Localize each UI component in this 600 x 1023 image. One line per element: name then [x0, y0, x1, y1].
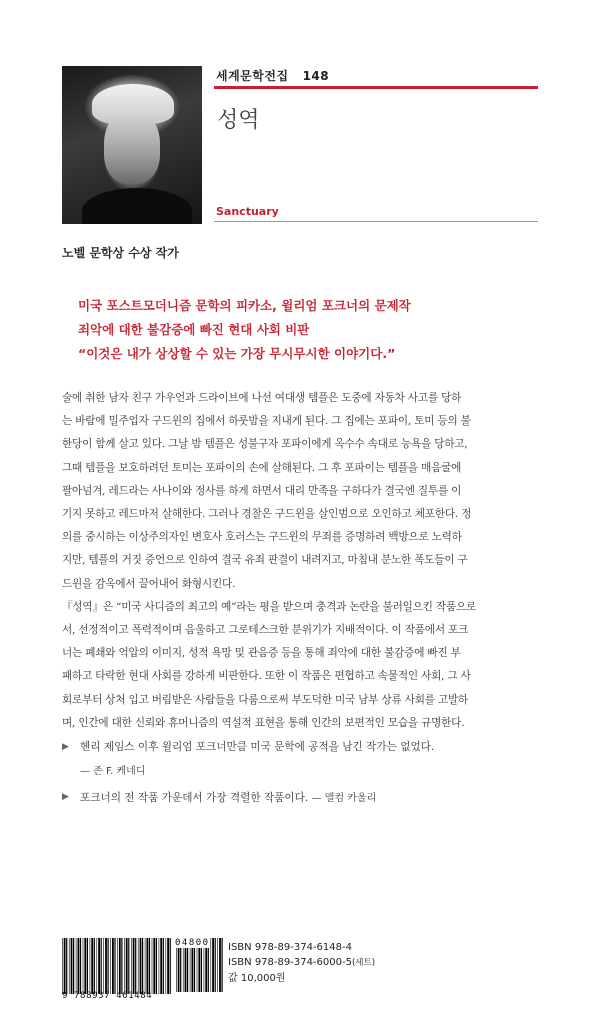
addon-digits: 04800 [175, 938, 210, 948]
series-number: 148 [302, 69, 330, 83]
barcode-bar [159, 938, 160, 994]
barcode-bar [142, 938, 143, 994]
barcode-bar [71, 938, 73, 994]
barcode-bar [211, 938, 212, 992]
barcode-bar [91, 938, 93, 994]
barcode-bar [166, 938, 167, 994]
isbn-set-number: ISBN 978-89-374-6000-5 [228, 957, 352, 968]
barcode-bar [160, 938, 162, 994]
barcode-bar [152, 938, 153, 994]
barcode-bar [133, 938, 135, 994]
quotes [62, 739, 538, 805]
barcode-bar [76, 938, 77, 994]
barcode-bar [222, 938, 223, 992]
barcode-bar [87, 938, 88, 994]
isbn-line-set [228, 955, 375, 971]
synopsis-line: 드윈을 감옥에서 끌어내어 화형시킨다. [62, 577, 236, 590]
synopsis [62, 387, 538, 735]
barcode-bar [212, 938, 214, 992]
series-name: 세계문학전집 [216, 69, 289, 83]
subtitle-rule [214, 221, 538, 222]
barcode-bar [73, 938, 74, 994]
barcode-bar [138, 938, 139, 994]
barcode-bar [163, 938, 164, 994]
barcode-bar [97, 938, 98, 994]
barcode-bar [105, 938, 107, 994]
barcode-bar [84, 938, 86, 994]
taglines [78, 294, 538, 366]
quote-item [62, 739, 538, 789]
barcode-bar [145, 938, 146, 994]
barcode-bar [140, 938, 142, 994]
barcode-bar [62, 938, 63, 994]
book-subtitle: Sanctuary [216, 205, 279, 218]
triangle-bullet-icon: ▶ [62, 742, 69, 752]
barcode-bar [90, 938, 91, 994]
synopsis-line: 서, 선정적이고 폭력적이며 음울하고 그로테스크한 분위기가 지배적이다. 이 작품에서 포크 [62, 624, 469, 637]
barcode-bar [167, 938, 169, 994]
barcode-bar [215, 938, 216, 992]
author-collar [82, 188, 192, 224]
isbn-block [228, 940, 375, 986]
author-photo [62, 66, 202, 224]
barcode-bar [114, 938, 115, 994]
barcode-bar [131, 938, 132, 994]
barcode-bar [121, 938, 122, 994]
synopsis-line: 지만, 템플의 거짓 증언으로 인하여 결국 유죄 판결이 내려지고, 마침내 분노한 폭도들이 구 [62, 554, 468, 567]
synopsis-line: 는 바람에 밀주업자 구드윈의 집에서 하룻밤을 지내게 된다. 그 집에는 포파이, 토미 등의 불 [62, 415, 471, 428]
synopsis-line: 너는 폐쇄와 억압의 이미지, 성적 욕망 및 관음증 등을 통해 죄악에 대한 불감증에 빠진 부 [62, 647, 461, 660]
quote-item [62, 789, 538, 805]
barcode-bar [69, 938, 70, 994]
synopsis-line: 기지 못하고 레드마저 살해한다. 그러나 경찰은 구드윈을 살인범으로 오인하고 체포한다. 정 [62, 508, 472, 521]
barcode [62, 938, 172, 994]
header-red-rule [214, 86, 538, 89]
barcode-bar [78, 938, 80, 994]
triangle-bullet-icon: ▶ [62, 792, 69, 802]
barcode-bar [103, 938, 104, 994]
barcode-bar [64, 938, 66, 994]
synopsis-line: 『성역』은 “미국 사디즘의 최고의 예”라는 평을 받으며 충격과 논란을 불러일으킨 작품으로 [62, 600, 477, 613]
synopsis-line: 팔아넘겨, 레드라는 사나이와 정사를 하게 하면서 대리 만족을 구하다가 결국엔 질투를 이 [62, 484, 462, 497]
synopsis-line: 회로부터 상처 입고 버림받은 사람들을 다룸으로써 부도덕한 미국 남부 상류 사회를 고발하 [62, 693, 469, 706]
series-label [216, 67, 329, 84]
barcode-bar [156, 938, 157, 994]
barcode-bar [219, 938, 221, 992]
isbn-line: ISBN 978-89-374-6148-4 [228, 942, 352, 953]
barcode-bar [112, 938, 114, 994]
quote-attribution: — 존 F. 케네디 [80, 766, 146, 777]
quote-attribution: — 맬컴 카울리 [311, 793, 377, 804]
barcode-bar [135, 938, 136, 994]
tagline: 죄악에 대한 불감증에 빠진 현대 사회 비판 [78, 322, 310, 337]
author-face [104, 110, 160, 184]
barcode-bar [128, 938, 129, 994]
tagline: 미국 포스트모더니즘 문학의 피카소, 윌리엄 포크너의 문제작 [78, 298, 411, 313]
barcode-bar [153, 938, 155, 994]
tagline: “이것은 내가 상상할 수 있는 가장 무시무시한 이야기다.” [78, 346, 396, 361]
barcode-bar [66, 938, 67, 994]
barcode-bar [108, 938, 109, 994]
synopsis-line: 며, 인간에 대한 신뢰와 휴머니즘의 역설적 표현을 통해 인간의 보편적인 모습을 규명한다. [62, 716, 465, 729]
barcode-bar [147, 938, 149, 994]
synopsis-line: 술에 취한 남자 친구 가우언과 드라이브에 나선 여대생 템플은 도중에 자동차 사고를 당하 [62, 392, 462, 404]
book-title: 성역 [217, 108, 260, 133]
barcode-bar [149, 938, 150, 994]
synopsis-line: 한당이 함께 살고 있다. 그날 밤 템플은 성불구자 포파이에게 옥수수 속대로 능욕을 당하고, [62, 438, 468, 451]
barcode-bar [126, 938, 128, 994]
barcode-bar [83, 938, 84, 994]
price: 값 10,000원 [228, 973, 286, 984]
synopsis-line: 그때 템플을 보호하려던 토미는 포파이의 손에 살해된다. 그 후 포파이는 템플을 매음굴에 [62, 461, 462, 474]
synopsis-line: 의를 중시하는 이상주의자인 변호사 호러스는 구드윈의 무죄를 증명하려 백방으로 노력하 [62, 531, 462, 544]
barcode-digits: 9 788937 461484 [62, 991, 153, 1001]
barcode-bar [98, 938, 100, 994]
isbn-set-suffix: (세트) [351, 958, 376, 968]
barcode-bar [119, 938, 121, 994]
barcode-bar [101, 938, 102, 994]
barcode-bar [94, 938, 95, 994]
quote-text: 포크너의 전 작품 가운데서 가장 격렬한 작품이다. [80, 792, 309, 804]
award-label: 노벨 문학상 수상 작가 [62, 246, 179, 260]
barcode-bar [170, 938, 171, 994]
barcode-bar [80, 938, 81, 994]
barcode-bar [217, 938, 218, 992]
barcode-bar [117, 938, 118, 994]
barcode-bar [110, 938, 111, 994]
synopsis-line: 패하고 타락한 현대 사회를 강하게 비판한다. 또한 이 작품은 편협하고 속물적인 사회, 그 사 [62, 670, 471, 683]
quote-text: 헨리 제임스 이후 윌리엄 포크너만큼 미국 문학에 공적을 남긴 작가는 없었다. [80, 741, 435, 753]
barcode-bar [124, 938, 125, 994]
